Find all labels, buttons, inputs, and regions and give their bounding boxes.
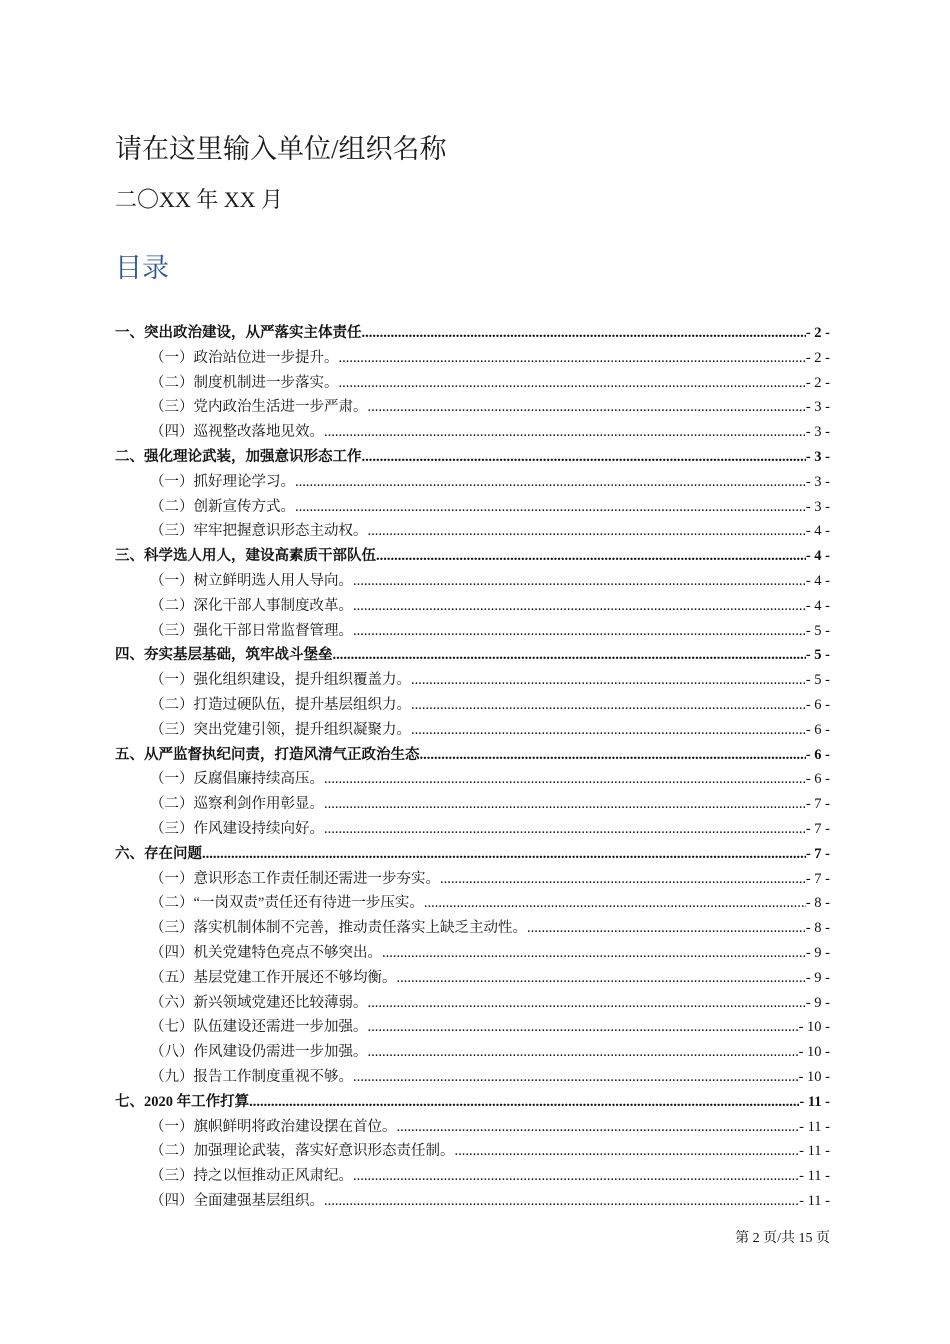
toc-page-number: - 3 - [805,448,830,465]
toc-entry-label: 六、存在问题 [115,845,202,862]
toc-page-number: - 11 - [799,1143,830,1160]
toc-dot-leader [339,346,806,371]
toc-entry-label: （二）深化干部人事制度改革。 [150,597,353,614]
toc-page-number: - 7 - [805,820,830,837]
toc-page-number: - 4 - [805,548,830,565]
toc-dot-leader [420,743,806,768]
toc-subsection-entry[interactable] [115,1040,830,1065]
toc-page-number: - 6 - [805,721,830,738]
toc-page-number: - 3 - [805,498,830,515]
toc-entry-label: 四、夯实基层基础，筑牢战斗堡垒 [115,647,333,664]
toc-entry-label: （二）创新宣传方式。 [150,498,295,515]
toc-subsection-entry[interactable] [115,966,830,991]
toc-subsection-entry[interactable] [115,371,830,396]
toc-page-number: - 6 - [805,746,830,763]
toc-entry-label: （一）抓好理论学习。 [150,473,295,490]
toc-entry-label: （一）旗帜鲜明将政治建设摆在首位。 [150,1118,397,1135]
toc-page-number: - 4 - [805,523,830,540]
toc-dot-leader [424,891,806,916]
toc-dot-leader [368,1040,799,1065]
toc-page-number: - 6 - [805,771,830,788]
toc-page-number: - 3 - [805,399,830,416]
toc-page-number: - 2 - [805,374,830,391]
toc-subsection-entry[interactable] [115,817,830,842]
toc-entry-label: （五）基层党建工作开展还不够均衡。 [150,969,397,986]
toc-page-number: - 2 - [805,349,830,366]
toc-dot-leader [324,1189,799,1214]
toc-entry-label: （三）牢牢把握意识形态主动权。 [150,523,368,540]
toc-section-entry[interactable] [115,743,830,768]
toc-section-entry[interactable] [115,643,830,668]
toc-page-number: - 9 - [805,994,830,1011]
toc-dot-leader [411,668,806,693]
toc-subsection-entry[interactable] [115,916,830,941]
toc-page-number: - 11 - [799,1168,830,1185]
toc-subsection-entry[interactable] [115,718,830,743]
toc-entry-label: （九）报告工作制度重视不够。 [150,1068,353,1085]
toc-entry-label: （一）树立鲜明选人用人导向。 [150,572,353,589]
toc-dot-leader [353,1164,799,1189]
toc-entry-label: 五、从严监督执纪问责，打造风清气正政治生态 [115,746,420,763]
toc-subsection-entry[interactable] [115,395,830,420]
toc-page-number: - 4 - [805,597,830,614]
toc-page-number: - 5 - [805,647,830,664]
toc-section-entry[interactable] [115,842,830,867]
toc-dot-leader [368,519,806,544]
organization-name: 请在这里输入单位/组织名称 [115,134,447,164]
toc-subsection-entry[interactable] [115,891,830,916]
toc-dot-leader [411,693,806,718]
toc-entry-label: 一、突出政治建设，从严落实主体责任 [115,325,362,341]
toc-page-number: - 3 - [805,424,830,441]
toc-subsection-entry[interactable] [115,1115,830,1140]
toc-section-entry[interactable] [115,1090,830,1115]
toc-entry-label: （三）持之以恒推动正风肃纪。 [150,1168,353,1185]
toc-section-entry[interactable] [115,544,830,569]
toc-subsection-entry[interactable] [115,569,830,594]
toc-dot-leader [295,495,806,520]
toc-dot-leader [353,569,806,594]
toc-subsection-entry[interactable] [115,767,830,792]
toc-entry-label: （六）新兴领域党建还比较薄弱。 [150,994,368,1011]
toc-subsection-entry[interactable] [115,519,830,544]
toc-entry-label: （二）“一岗双责”责任还有待进一步压实。 [150,895,424,912]
toc-page-number: - 11 - [799,1192,830,1209]
toc-dot-leader [368,1015,799,1040]
toc-subsection-entry[interactable] [115,420,830,445]
toc-dot-leader [368,395,806,420]
toc-subsection-entry[interactable] [115,346,830,371]
toc-dot-leader [397,966,806,991]
toc-entry-label: （三）落实机制体制不完善，推动责任落实上缺乏主动性。 [150,920,527,937]
toc-subsection-entry[interactable] [115,1139,830,1164]
toc-subsection-entry[interactable] [115,792,830,817]
toc-dot-leader [376,544,806,569]
toc-heading: 目录 [115,253,169,284]
toc-page-number: - 7 - [805,845,830,862]
toc-subsection-entry[interactable] [115,693,830,718]
toc-page-number: - 5 - [805,622,830,639]
toc-dot-leader [339,371,806,396]
toc-dot-leader [353,619,806,644]
toc-entry-label: （三）强化干部日常监督管理。 [150,622,353,639]
toc-entry-label: （四）全面建强基层组织。 [150,1192,324,1209]
toc-entry-label: （二）打造过硬队伍，提升基层组织力。 [150,696,411,713]
toc-dot-leader [362,321,806,346]
toc-dot-leader [353,594,806,619]
toc-subsection-entry[interactable] [115,1189,830,1214]
toc-dot-leader [324,817,806,842]
toc-section-entry[interactable] [115,321,830,346]
toc-subsection-entry[interactable] [115,941,830,966]
toc-entry-label: 三、科学选人用人，建设高素质干部队伍 [115,548,376,565]
toc-dot-leader [202,842,806,867]
toc-subsection-entry[interactable] [115,867,830,892]
toc-page-number: - 9 - [805,944,830,961]
toc-page-number: - 7 - [805,796,830,813]
toc-page-number: - 5 - [805,672,830,689]
toc-dot-leader [397,1115,800,1140]
toc-dot-leader [440,867,806,892]
document-date: 二〇XX 年 XX 月 [115,187,284,212]
toc-entry-label: （一）意识形态工作责任制还需进一步夯实。 [150,870,440,887]
toc-page-number: - 10 - [798,1044,830,1061]
toc-subsection-entry[interactable] [115,619,830,644]
toc-page-number: - 4 - [805,572,830,589]
toc-dot-leader [368,991,806,1016]
toc-entry-label: （一）政治站位进一步提升。 [150,349,339,366]
toc-subsection-entry[interactable] [115,991,830,1016]
toc-subsection-entry[interactable] [115,594,830,619]
toc-subsection-entry[interactable] [115,668,830,693]
toc-entry-label: （三）党内政治生活进一步严肃。 [150,399,368,416]
toc-entry-label: （二）制度机制进一步落实。 [150,374,339,391]
toc-entry-label: （一）强化组织建设，提升组织覆盖力。 [150,672,411,689]
toc-page-number: - 3 - [805,473,830,490]
toc-page-number: - 7 - [805,870,830,887]
page-indicator: 第 2 页/共 15 页 [735,1231,830,1246]
toc-subsection-entry[interactable] [115,470,830,495]
toc-entry-label: （八）作风建设仍需进一步加强。 [150,1044,368,1061]
toc-page-number: - 10 - [798,1019,830,1036]
toc-dot-leader [382,941,806,966]
toc-entry-label: （四）机关党建特色亮点不够突出。 [150,944,382,961]
toc-section-entry[interactable] [115,445,830,470]
toc-entry-label: （二）巡察利剑作用彰显。 [150,796,324,813]
toc-page-number: - 11 - [799,1093,830,1110]
toc-dot-leader [295,470,806,495]
toc-subsection-entry[interactable] [115,1065,830,1090]
toc-dot-leader [249,1090,799,1115]
toc-dot-leader [455,1139,800,1164]
toc-dot-leader [411,718,806,743]
toc-dot-leader [324,792,806,817]
toc-entry-label: （一）反腐倡廉持续高压。 [150,771,324,788]
toc-page-number: - 10 - [798,1068,830,1085]
toc-page-number: - 8 - [805,920,830,937]
toc-entry-label: 二、强化理论武装，加强意识形态工作 [115,448,362,465]
toc-page-number: - 8 - [805,895,830,912]
toc-dot-leader [324,767,806,792]
toc-page-number: - 11 - [799,1118,830,1135]
toc-entry-label: （三）突出党建引领，提升组织凝聚力。 [150,721,411,738]
toc-page-number: - 6 - [805,696,830,713]
toc-entry-label: 七、2020 年工作打算 [115,1093,250,1110]
toc-subsection-entry[interactable] [115,1015,830,1040]
toc-subsection-entry[interactable] [115,1164,830,1189]
toc-dot-leader [362,445,806,470]
toc-page-number: - 9 - [805,969,830,986]
toc-dot-leader [353,1065,799,1090]
toc-page-number: - 2 - [805,325,830,341]
toc-entry-label: （三）作风建设持续向好。 [150,820,324,837]
toc-dot-leader [324,420,806,445]
toc-entry-label: （四）巡视整改落地见效。 [150,424,324,441]
toc-dot-leader [333,643,806,668]
toc-subsection-entry[interactable] [115,495,830,520]
toc-entry-label: （二）加强理论武装，落实好意识形态责任制。 [150,1143,455,1160]
toc-entry-label: （七）队伍建设还需进一步加强。 [150,1019,368,1036]
toc-dot-leader [527,916,806,941]
table-of-contents [115,321,830,1214]
